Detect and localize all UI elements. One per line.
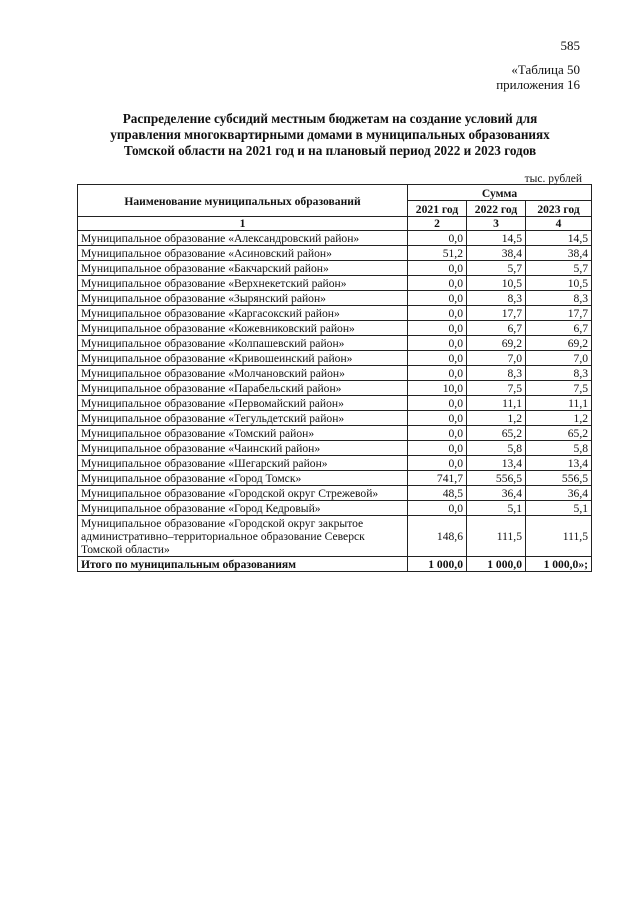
table-ref-line-2: приложения 16 — [496, 77, 580, 92]
amount-2022: 556,5 — [467, 471, 526, 486]
municipality-name: Муниципальное образование «Парабельский район» — [78, 381, 408, 396]
column-number: 2 — [408, 217, 467, 231]
table-row — [78, 246, 592, 261]
table-row — [78, 381, 592, 396]
amount-2021: 0,0 — [408, 396, 467, 411]
amount-2021: 741,7 — [408, 471, 467, 486]
amount-2022: 36,4 — [467, 486, 526, 501]
table-header-row — [78, 185, 592, 201]
table-body — [78, 231, 592, 572]
municipality-name: Муниципальное образование «Тегульдетский район» — [78, 411, 408, 426]
municipality-name: Муниципальное образование «Город Кедровый» — [78, 501, 408, 516]
table-row — [78, 516, 592, 557]
municipality-name: Муниципальное образование «Шегарский район» — [78, 456, 408, 471]
table-row — [78, 486, 592, 501]
column-number-row — [78, 217, 592, 231]
title-line-2: управления многоквартирными домами в муниципальных образованиях — [110, 127, 550, 142]
amount-2021: 0,0 — [408, 411, 467, 426]
amount-2023: 7,0 — [526, 351, 592, 366]
amount-2021: 0,0 — [408, 321, 467, 336]
amount-2022: 8,3 — [467, 366, 526, 381]
amount-2023: 36,4 — [526, 486, 592, 501]
table-row — [78, 426, 592, 441]
amount-2022: 7,0 — [467, 351, 526, 366]
table-row — [78, 276, 592, 291]
amount-2023: 65,2 — [526, 426, 592, 441]
municipality-name: Муниципальное образование «Колпашевский район» — [78, 336, 408, 351]
amount-2021: 0,0 — [408, 291, 467, 306]
table-row — [78, 471, 592, 486]
amount-2021: 0,0 — [408, 501, 467, 516]
table-row — [78, 231, 592, 246]
amount-2022: 6,7 — [467, 321, 526, 336]
municipality-name: Муниципальное образование «Асиновский район» — [78, 246, 408, 261]
total-label: Итого по муниципальным образованиям — [78, 557, 408, 572]
amount-2022: 69,2 — [467, 336, 526, 351]
amount-2021: 48,5 — [408, 486, 467, 501]
municipality-name: Муниципальное образование «Чаинский район» — [78, 441, 408, 456]
municipality-name: Муниципальное образование «Кожевниковский район» — [78, 321, 408, 336]
total-2021: 1 000,0 — [408, 557, 467, 572]
amount-2022: 17,7 — [467, 306, 526, 321]
amount-2023: 13,4 — [526, 456, 592, 471]
table-reference — [496, 62, 580, 92]
amount-2023: 5,8 — [526, 441, 592, 456]
table-ref-line-1: «Таблица 50 — [511, 62, 580, 77]
amount-2022: 1,2 — [467, 411, 526, 426]
amount-2021: 0,0 — [408, 441, 467, 456]
document-title — [80, 111, 580, 159]
amount-2021: 0,0 — [408, 231, 467, 246]
amount-2021: 0,0 — [408, 276, 467, 291]
amount-2021: 148,6 — [408, 516, 467, 557]
amount-2021: 0,0 — [408, 336, 467, 351]
amount-2021: 0,0 — [408, 261, 467, 276]
municipality-name: Муниципальное образование «Томский район» — [78, 426, 408, 441]
municipality-name: Муниципальное образование «Молчановский район» — [78, 366, 408, 381]
amount-2022: 8,3 — [467, 291, 526, 306]
amount-2021: 0,0 — [408, 366, 467, 381]
amount-2023: 556,5 — [526, 471, 592, 486]
amount-2021: 0,0 — [408, 351, 467, 366]
header-year-2023: 2023 год — [526, 201, 592, 217]
amount-2021: 10,0 — [408, 381, 467, 396]
amount-2023: 111,5 — [526, 516, 592, 557]
table-row — [78, 351, 592, 366]
municipality-name: Муниципальное образование «Александровский район» — [78, 231, 408, 246]
amount-2021: 0,0 — [408, 456, 467, 471]
amount-2022: 10,5 — [467, 276, 526, 291]
table-row — [78, 261, 592, 276]
amount-2022: 5,1 — [467, 501, 526, 516]
amount-2022: 13,4 — [467, 456, 526, 471]
municipality-name: Муниципальное образование «Первомайский район» — [78, 396, 408, 411]
table-row — [78, 321, 592, 336]
table-row — [78, 411, 592, 426]
amount-2023: 8,3 — [526, 291, 592, 306]
amount-2023: 8,3 — [526, 366, 592, 381]
amount-2023: 6,7 — [526, 321, 592, 336]
municipality-name: Муниципальное образование «Верхнекетский район» — [78, 276, 408, 291]
amount-2022: 65,2 — [467, 426, 526, 441]
municipality-name: Муниципальное образование «Городской округ Стрежевой» — [78, 486, 408, 501]
table-row — [78, 501, 592, 516]
table-row — [78, 366, 592, 381]
amount-2022: 7,5 — [467, 381, 526, 396]
column-number: 1 — [78, 217, 408, 231]
amount-2023: 17,7 — [526, 306, 592, 321]
total-2022: 1 000,0 — [467, 557, 526, 572]
header-name: Наименование муниципальных образований — [78, 185, 408, 217]
unit-note: тыс. рублей — [524, 173, 582, 185]
amount-2021: 0,0 — [408, 306, 467, 321]
amount-2022: 5,8 — [467, 441, 526, 456]
table-row — [78, 441, 592, 456]
amount-2022: 38,4 — [467, 246, 526, 261]
amount-2023: 10,5 — [526, 276, 592, 291]
title-line-3: Томской области на 2021 год и на плановый период 2022 и 2023 годов — [123, 143, 537, 158]
table-row — [78, 291, 592, 306]
amount-2022: 11,1 — [467, 396, 526, 411]
municipality-name: Муниципальное образование «Кривошеинский район» — [78, 351, 408, 366]
column-number: 3 — [467, 217, 526, 231]
total-2023: 1 000,0»; — [526, 557, 592, 572]
title-line-1: Распределение субсидий местным бюджетам на создание условий для — [122, 111, 538, 126]
amount-2022: 111,5 — [467, 516, 526, 557]
header-year-2021: 2021 год — [408, 201, 467, 217]
table-row — [78, 396, 592, 411]
header-year-2022: 2022 год — [467, 201, 526, 217]
municipality-name: Муниципальное образование «Бакчарский район» — [78, 261, 408, 276]
amount-2022: 5,7 — [467, 261, 526, 276]
table-row — [78, 336, 592, 351]
table-row — [78, 306, 592, 321]
column-number: 4 — [526, 217, 592, 231]
amount-2022: 14,5 — [467, 231, 526, 246]
page-number: 585 — [560, 38, 580, 53]
total-row — [78, 557, 592, 572]
amount-2023: 14,5 — [526, 231, 592, 246]
subsidy-table — [77, 184, 592, 572]
municipality-name: Муниципальное образование «Каргасокский район» — [78, 306, 408, 321]
amount-2021: 0,0 — [408, 426, 467, 441]
amount-2023: 69,2 — [526, 336, 592, 351]
municipality-name: Муниципальное образование «Городской округ закрытое административно–территориальное образование Северск Томской области» — [78, 516, 408, 557]
municipality-name: Муниципальное образование «Зырянский район» — [78, 291, 408, 306]
amount-2023: 5,1 — [526, 501, 592, 516]
amount-2021: 51,2 — [408, 246, 467, 261]
municipality-name: Муниципальное образование «Город Томск» — [78, 471, 408, 486]
amount-2023: 5,7 — [526, 261, 592, 276]
amount-2023: 7,5 — [526, 381, 592, 396]
amount-2023: 11,1 — [526, 396, 592, 411]
amount-2023: 38,4 — [526, 246, 592, 261]
header-sum: Сумма — [408, 185, 592, 201]
table-row — [78, 456, 592, 471]
amount-2023: 1,2 — [526, 411, 592, 426]
